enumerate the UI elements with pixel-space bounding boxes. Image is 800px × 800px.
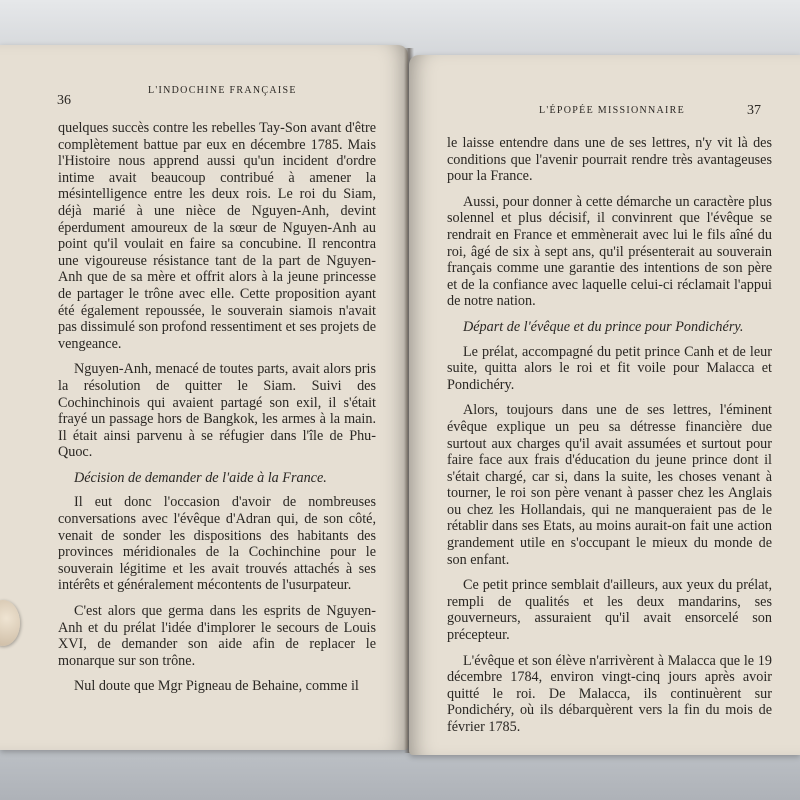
left-text-block — [58, 120, 376, 704]
right-paragraph-6: L'évêque et son élève n'arrivèrent à Malacca que le 19 décembre 1784, environ vingt-cinq jours après avoir quitté le roi. De Malacca, ils continuèrent sur Pondichéry, où ils débarquèrent vers la fin du mois de février 1785. — [447, 652, 772, 735]
right-section-heading: Départ de l'évêque et du prince pour Pondichéry. — [463, 318, 744, 335]
right-page-number: 37 — [747, 103, 761, 118]
left-page — [0, 45, 408, 750]
right-paragraph-3: Le prélat, accompagné du petit prince Canh et de leur suite, quitta alors le roi et fit voile pour Malacca et Pondichéry. — [447, 343, 772, 393]
left-paragraph-5: Nul doute que Mgr Pigneau de Behaine, comme il — [74, 678, 359, 695]
right-paragraph-2: Aussi, pour donner à cette démarche un caractère plus solennel et plus décisif, il convinrent que l'évêque se rendrait en France et emmènerait avec lui le fils aîné du roi, âgé de six à sept ans, qu'il présenterait au souverain français comme une garantie des intentions de son père et de la confiance avec laquelle celui-ci réclamait l'appui de notre nation. — [447, 193, 772, 310]
right-paragraph-1: le laisse entendre dans une de ses lettres, n'y vit là des conditions que l'avenir pourrait rendre très avantageuses pour la France. — [447, 135, 772, 185]
right-paragraph-5: Ce petit prince semblait d'ailleurs, aux yeux du prélat, rempli de qualités et les deux mandarins, ses gouverneurs, assuraient qu'il avait ensorcelé son précepteur. — [447, 577, 772, 644]
left-paragraph-2: Nguyen-Anh, menacé de toutes parts, avait alors pris la résolution de quitter le Siam. Suivi des Cochinchinois qui avaient partagé son exil, il s'était frayé un passage hors de Bangkok, les armes à la main. Il était ainsi parvenu à se réfugier dans l'île de Phu-Quoc. — [58, 361, 376, 461]
right-running-head: L'ÉPOPÉE MISSIONNAIRE — [539, 105, 686, 116]
left-paragraph-1: quelques succès contre les rebelles Tay-Son avant d'être complètement battue par eux en décembre 1785. Mais l'Histoire nous apprend aussi qu'un incident d'ordre intime avait beaucoup contribué à amener la mésintelligence entre les deux rois. Le roi du Siam, déjà marié à une nièce de Nguyen-Anh, devint éperdument amoureux de la sœur de Nguyen-Anh au point qu'il voulait en faire sa concubine. Il rencontra une vigoureuse résistance tant de la part de Nguyen-Anh que de sa mère et offrit alors à la jeune princesse de partager le trône avec elle. Cette proposition ayant été également repoussée, le souverain siamois n'avait pas dissimulé son profond ressentiment et ses projets de vengeance. — [58, 120, 376, 352]
left-paragraph-4: C'est alors que germa dans les esprits de Nguyen-Anh et du prélat l'idée d'implorer le secours de Louis XVI, de demander son aide afin de replacer le monarque sur son trône. — [58, 603, 376, 669]
right-page — [409, 55, 800, 755]
left-running-head: L'INDOCHINE FRANÇAISE — [148, 85, 297, 96]
left-page-number: 36 — [57, 93, 71, 108]
thumb-holding-page — [0, 600, 20, 646]
left-paragraph-3: Il eut donc l'occasion d'avoir de nombreuses conversations avec l'évêque d'Adran qui, de son côté, venait de sonder les dispositions des habitants des provinces méridionales de la Cochinchine pour le souverain légitime et les avait trouvés attachés à ses intérêts et généralement mécontents de l'usurpateur. — [58, 494, 376, 594]
right-text-block — [447, 135, 772, 745]
right-paragraph-4: Alors, toujours dans une de ses lettres, l'éminent évêque explique un peu sa détresse financière due surtout aux charges qu'il avait assumées et surtout pour faire face aux frais d'éducation du jeune prince dont il s'était chargé, car si, dans la suite, les choses venant à tourner, le roi son père venant à passer chez les Anglais ou chez les Hollandais, qui ne manqueraient pas de le rétablir dans ses Etats, au moins aurait-on fait une action grandement utile en s'occupant le mieux du monde de son enfant. — [447, 402, 772, 568]
left-section-heading: Décision de demander de l'aide à la France. — [74, 469, 327, 486]
